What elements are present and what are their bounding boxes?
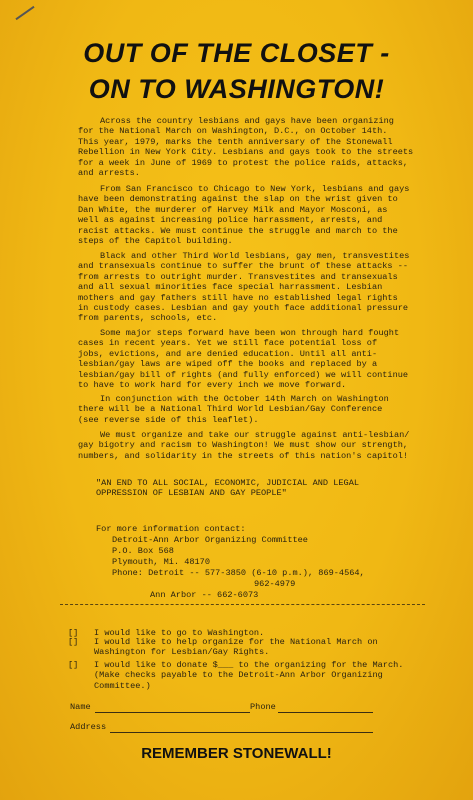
- checkbox-label-donate: I would like to donate $___ to the organizing for the March. (Make checks payable to the Detroit-Ann Arbor Organizing Committee.): [94, 660, 404, 691]
- contact-phone-detroit: Phone: Detroit -- 577-3850 (6-10 p.m.), 869-4564,: [112, 568, 365, 578]
- paragraph-dan-white: From San Francisco to Chicago to New York, lesbians and gays have been demonstrating against the slap on the wrist given to Dan White, the murderer of Harvey Milk and Mayor Mosconi, as well as against increasing police harrassment, arrests, and racist attacks. We must continue the struggle and march to the steps of the Capitol building.: [78, 184, 410, 247]
- checkbox-go[interactable]: []: [68, 628, 79, 639]
- cut-line: [60, 604, 425, 605]
- paragraph-third-world: Black and other Third World lesbians, gay men, transvestites and transexuals continue to suffer the brunt of these attacks -- from arrests to outright murder. Transvestites and transexuals and all sexual minorities face special harrassment. Lesbian mothers and gay fathers still have no established legal rights in custody cases. Lesbian and gay youth face additional pressure from parents, schools, etc.: [78, 251, 410, 324]
- contact-org: Detroit-Ann Arbor Organizing Committee: [112, 535, 308, 545]
- contact-box: P.O. Box 568: [112, 546, 174, 556]
- checkbox-row-go[interactable]: [68, 618, 438, 639]
- checkbox-row-organize[interactable]: [68, 637, 438, 658]
- checkbox-organize[interactable]: []: [68, 637, 79, 647]
- pencil-mark: [15, 6, 34, 20]
- paragraph-steps-forward: Some major steps forward have been won through hard fought cases in recent years. Yet we still face potential loss of jobs, evictions, and are denied education. Until all anti- lesbian/gay laws are wiped off the books and replaced by a lesbian/gay bill of rights (and fully enforced) we will continue to have to work hard for every inch we move forward.: [78, 328, 409, 391]
- contact-phone-detroit-2: 962-4979: [254, 579, 296, 589]
- slogan-quote: "AN END TO ALL SOCIAL, ECONOMIC, JUDICIAL AND LEGAL OPPRESSION OF LESBIAN AND GAY PEOPLE": [96, 478, 360, 499]
- paragraph-organize: We must organize and take our struggle against anti-lesbian/ gay bigotry and racism to Washington! We must show our strength, numbers, and solidarity in the streets of this nation's capitol!: [78, 430, 410, 461]
- address-label: Address: [70, 722, 107, 732]
- paragraph-conference: In conjunction with the October 14th March on Washington there will be a National Third World Lesbian/Gay Conference (see reverse side of this leaflet).: [78, 394, 389, 425]
- name-label: Name: [70, 702, 91, 712]
- name-field[interactable]: [95, 712, 250, 713]
- checkbox-label-go: I would like to go to Washington.: [94, 628, 265, 639]
- phone-label: Phone: [250, 702, 276, 712]
- checkbox-row-donate[interactable]: [68, 660, 438, 691]
- contact-heading: For more information contact:: [96, 524, 246, 534]
- headline-line-2: ON TO WASHINGTON!: [88, 74, 385, 104]
- address-field[interactable]: [110, 732, 373, 733]
- phone-field[interactable]: [278, 712, 373, 713]
- footer-slogan: REMEMBER STONEWALL!: [141, 745, 332, 762]
- contact-phone-ann-arbor: Ann Arbor -- 662-6073: [150, 590, 259, 600]
- headline-line-1: OUT OF THE CLOSET -: [83, 38, 390, 68]
- contact-city: Plymouth, Mi. 48170: [112, 557, 210, 567]
- checkbox-label-organize: I would like to help organize for the National March on Washington for Lesbian/Gay Rights.: [94, 637, 378, 658]
- checkbox-donate[interactable]: []: [68, 660, 79, 670]
- paragraph-stonewall: Across the country lesbians and gays have been organizing for the National March on Washington, D.C., on October 14th. This year, 1979, marks the tenth anniversary of the Stonewall Rebellion in New York City. Lesbians and gays took to the streets for a week in June of 1969 to protest the police raids, attacks, and arrests.: [78, 116, 414, 179]
